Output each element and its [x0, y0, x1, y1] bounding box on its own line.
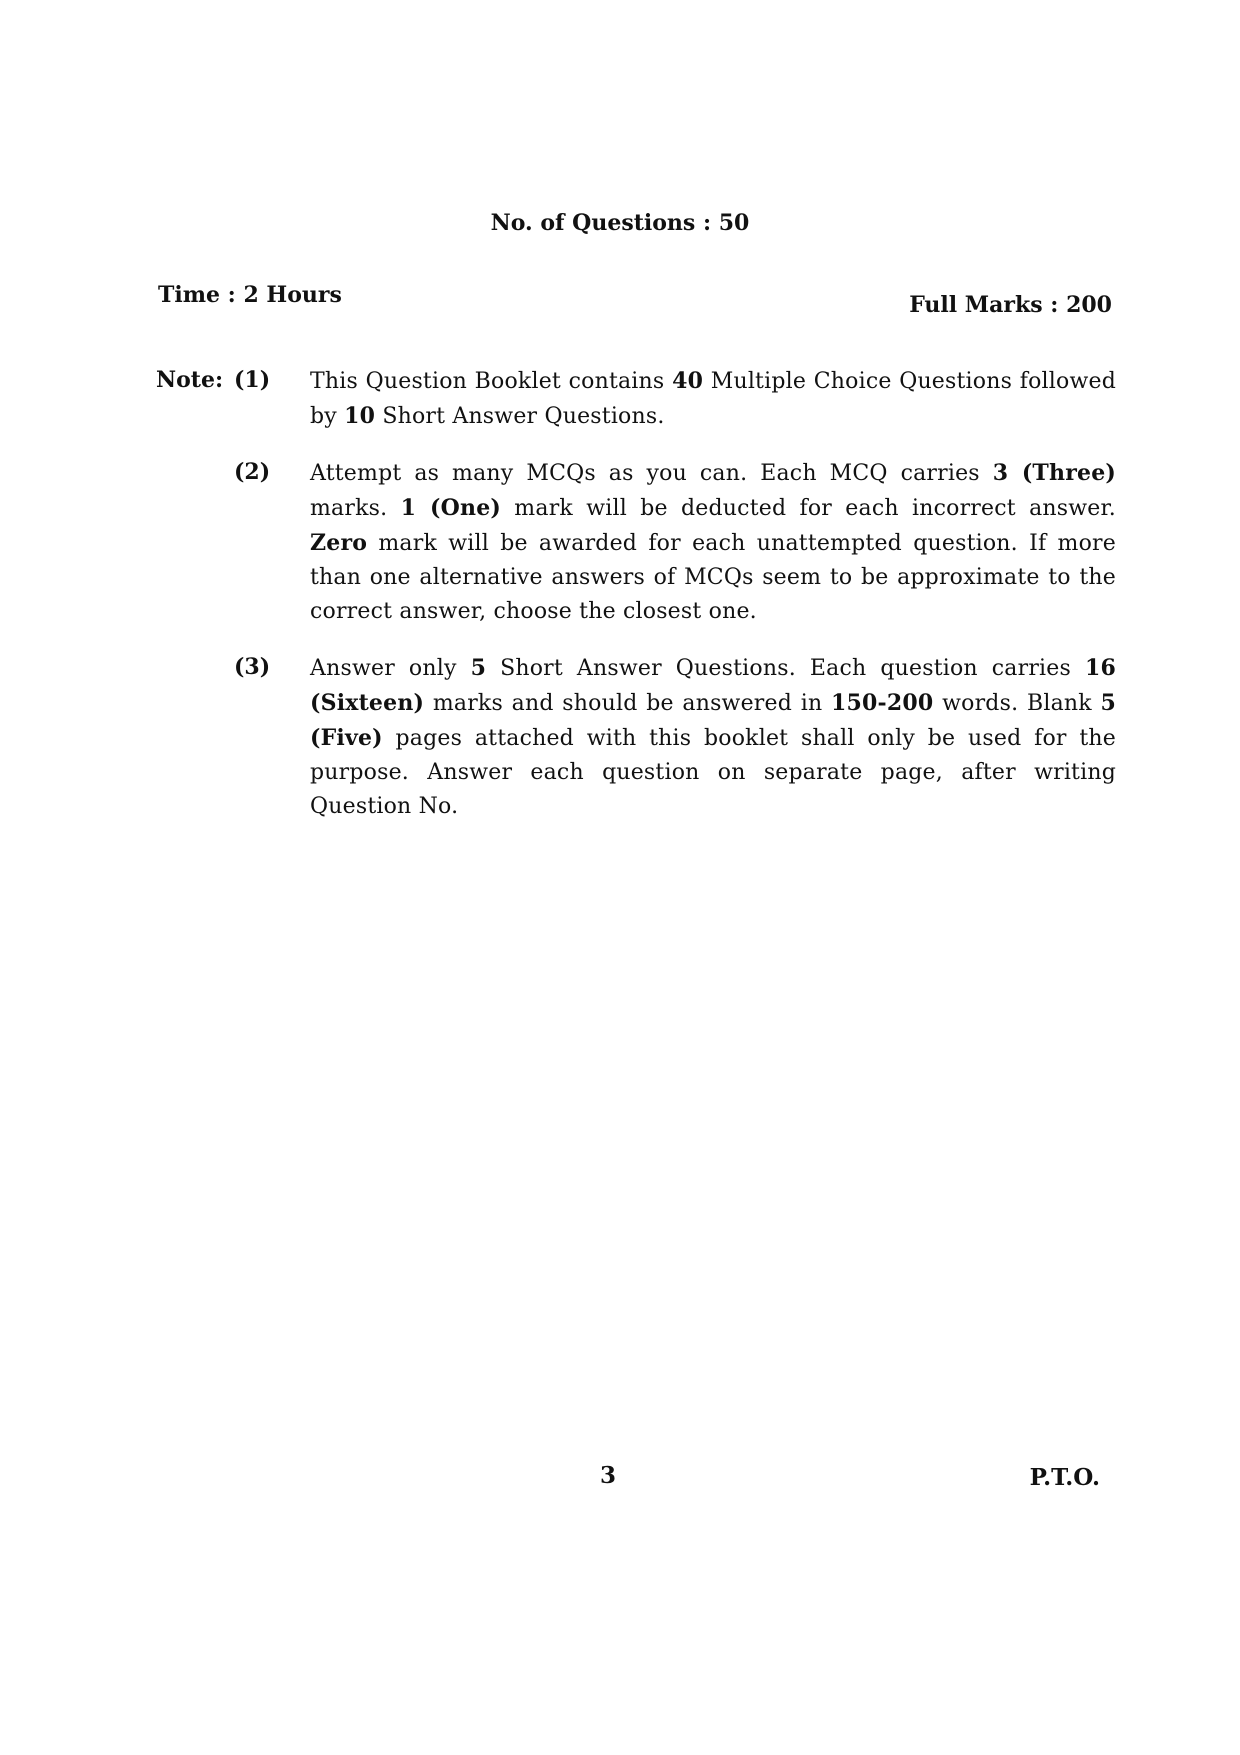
note-label: [156, 456, 310, 629]
instructions-notes: [156, 364, 1116, 846]
body-text: pages attached with this booklet shall only be used for the purpose. Answer each question on separate page, after writing Question No.: [310, 726, 1116, 819]
emphasis-text: 5: [470, 655, 487, 681]
body-text: Short Answer Questions.: [375, 404, 665, 429]
body-text: mark will be awarded for each unattempted question. If more than one alternative answers of MCQs seem to be approximate to the correct answer, choose the closest one.: [310, 531, 1116, 624]
note-label: [156, 651, 310, 824]
note-item-3: [156, 651, 1116, 824]
body-text: Multiple Choice Questions followed by: [310, 369, 1116, 429]
emphasis-text: Zero: [310, 530, 368, 556]
body-text: Attempt as many MCQs as you can. Each MCQ carries: [310, 461, 993, 486]
emphasis-text: 16 (Sixteen): [310, 655, 1116, 716]
emphasis-text: 10: [344, 403, 376, 429]
body-text: Answer only: [310, 656, 471, 681]
body-text: words. Blank: [933, 691, 1101, 716]
emphasis-text: 1 (One): [400, 495, 502, 521]
note-text: [310, 364, 1116, 434]
note-number: (2): [234, 459, 271, 485]
note-item-1: [156, 364, 1116, 434]
note-text: [310, 456, 1116, 629]
note-number: (3): [234, 654, 271, 680]
body-text: marks and should be answered in: [424, 691, 832, 716]
number-of-questions: No. of Questions : 50: [490, 210, 750, 236]
note-text: [310, 651, 1116, 824]
body-text: This Question Booklet contains: [310, 369, 673, 394]
full-marks: Full Marks : 200: [909, 292, 1112, 318]
body-text: mark will be deducted for each incorrect answer.: [501, 496, 1116, 521]
emphasis-text: 5 (Five): [310, 690, 1116, 751]
emphasis-text: 150-200: [831, 690, 934, 716]
please-turn-over: P.T.O.: [1029, 1464, 1100, 1491]
note-label: [156, 364, 310, 434]
time-allowed: Time : 2 Hours: [158, 282, 342, 308]
note-item-2: [156, 456, 1116, 629]
emphasis-text: 3 (Three): [992, 460, 1116, 486]
body-text: Short Answer Questions. Each question carries: [486, 656, 1085, 681]
note-number: (1): [234, 367, 271, 393]
body-text: marks.: [310, 496, 401, 521]
page-number: 3: [600, 1462, 617, 1489]
note-heading: Note:: [156, 367, 224, 393]
emphasis-text: 40: [672, 368, 704, 394]
